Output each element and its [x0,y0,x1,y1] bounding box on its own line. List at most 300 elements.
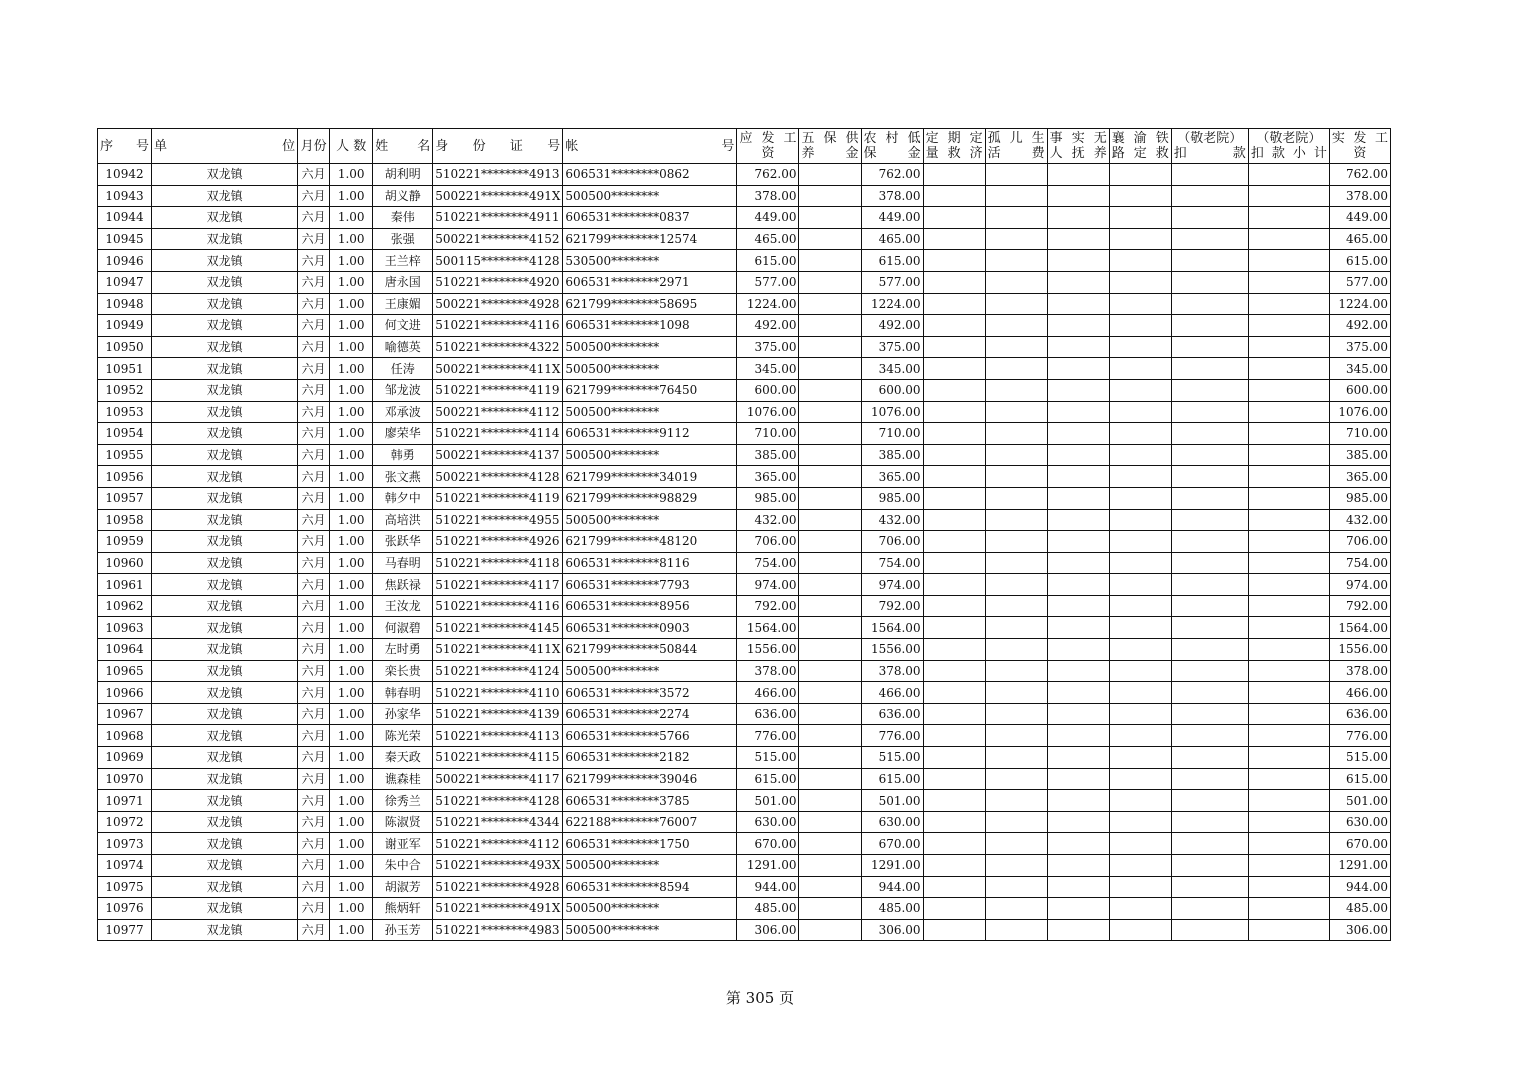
cell-unit: 双龙镇 [152,271,298,293]
cell-seq: 10966 [98,682,152,704]
cell-name: 何文进 [373,315,433,337]
cell-account: 621799********76450 [563,379,737,401]
cell-seq: 10969 [98,747,152,769]
cell-dingliang [923,228,985,250]
cell-dingliang [923,250,985,272]
cell-gross: 365.00 [737,466,799,488]
cell-gross: 754.00 [737,552,799,574]
cell-name: 焦跃禄 [373,574,433,596]
cell-account: 606531********9112 [563,423,737,445]
cell-net: 762.00 [1329,164,1390,186]
cell-dibao: 465.00 [861,228,923,250]
cell-gross: 492.00 [737,315,799,337]
cell-month: 六月 [298,552,330,574]
cell-unit: 双龙镇 [152,293,298,315]
cell-jlyk [1171,660,1248,682]
cell-jlyx [1248,552,1329,574]
cell-net: 615.00 [1329,768,1390,790]
cell-id: 500221********4928 [433,293,563,315]
cell-count: 1.00 [330,595,373,617]
cell-shishi [1047,703,1109,725]
cell-gross: 432.00 [737,509,799,531]
cell-count: 1.00 [330,250,373,272]
cell-dingliang [923,682,985,704]
cell-account: 606531********0837 [563,207,737,229]
cell-jlyx [1248,531,1329,553]
cell-jlyk [1171,401,1248,423]
cell-shishi [1047,747,1109,769]
cell-unit: 双龙镇 [152,531,298,553]
table-row [98,207,1391,229]
cell-wubao [799,703,861,725]
cell-dingliang [923,207,985,229]
cell-id: 500221********4128 [433,466,563,488]
cell-guer [985,552,1047,574]
cell-shishi [1047,185,1109,207]
cell-unit: 双龙镇 [152,336,298,358]
cell-name: 徐秀兰 [373,790,433,812]
cell-wubao [799,833,861,855]
cell-shishi [1047,444,1109,466]
table-row [98,747,1391,769]
cell-xiangyu [1109,401,1171,423]
cell-dingliang [923,725,985,747]
cell-name: 孙家华 [373,703,433,725]
cell-xiangyu [1109,811,1171,833]
cell-gross: 600.00 [737,379,799,401]
cell-name: 任涛 [373,358,433,380]
cell-account: 606531********0903 [563,617,737,639]
cell-xiangyu [1109,876,1171,898]
cell-guer [985,487,1047,509]
cell-gross: 615.00 [737,768,799,790]
cell-name: 熊炳轩 [373,898,433,920]
cell-dingliang [923,703,985,725]
cell-account: 500500******** [563,855,737,877]
cell-guer [985,595,1047,617]
cell-jlyk [1171,617,1248,639]
cell-month: 六月 [298,574,330,596]
cell-wubao [799,617,861,639]
cell-seq: 10948 [98,293,152,315]
cell-month: 六月 [298,487,330,509]
cell-gross: 485.00 [737,898,799,920]
cell-account: 500500******** [563,509,737,531]
cell-net: 600.00 [1329,379,1390,401]
cell-seq: 10951 [98,358,152,380]
table-row [98,703,1391,725]
cell-unit: 双龙镇 [152,790,298,812]
cell-unit: 双龙镇 [152,660,298,682]
cell-wubao [799,768,861,790]
cell-gross: 306.00 [737,919,799,941]
cell-count: 1.00 [330,358,373,380]
table-row [98,790,1391,812]
cell-guer [985,358,1047,380]
cell-month: 六月 [298,768,330,790]
cell-month: 六月 [298,271,330,293]
cell-wubao [799,444,861,466]
cell-gross: 670.00 [737,833,799,855]
cell-count: 1.00 [330,509,373,531]
cell-net: 670.00 [1329,833,1390,855]
cell-count: 1.00 [330,466,373,488]
cell-id: 510221********4145 [433,617,563,639]
cell-net: 345.00 [1329,358,1390,380]
cell-jlyk [1171,336,1248,358]
cell-jlyx [1248,466,1329,488]
cell-jlyk [1171,250,1248,272]
cell-shishi [1047,919,1109,941]
cell-shishi [1047,228,1109,250]
cell-gross: 706.00 [737,531,799,553]
cell-jlyx [1248,876,1329,898]
cell-count: 1.00 [330,660,373,682]
cell-gross: 449.00 [737,207,799,229]
cell-gross: 762.00 [737,164,799,186]
cell-jlyk [1171,185,1248,207]
cell-gross: 515.00 [737,747,799,769]
cell-shishi [1047,790,1109,812]
cell-wubao [799,747,861,769]
cell-dingliang [923,379,985,401]
cell-dibao: 615.00 [861,250,923,272]
cell-dibao: 776.00 [861,725,923,747]
cell-jlyx [1248,509,1329,531]
cell-wubao [799,790,861,812]
cell-wubao [799,228,861,250]
cell-jlyx [1248,682,1329,704]
cell-name: 胡义静 [373,185,433,207]
cell-seq: 10944 [98,207,152,229]
col-dibao: 农 村 低 保 金 [861,129,923,164]
cell-net: 375.00 [1329,336,1390,358]
cell-month: 六月 [298,595,330,617]
cell-count: 1.00 [330,401,373,423]
cell-account: 606531********1750 [563,833,737,855]
cell-wubao [799,552,861,574]
cell-dibao: 492.00 [861,315,923,337]
col-jlyx: （敬老院） 扣 款 小 计 [1248,129,1329,164]
cell-shishi [1047,617,1109,639]
cell-guer [985,228,1047,250]
cell-shishi [1047,250,1109,272]
cell-gross: 501.00 [737,790,799,812]
cell-name: 王兰梓 [373,250,433,272]
table-row [98,185,1391,207]
cell-dingliang [923,919,985,941]
cell-wubao [799,185,861,207]
cell-unit: 双龙镇 [152,358,298,380]
cell-month: 六月 [298,444,330,466]
cell-id: 510221********4344 [433,811,563,833]
cell-id: 510221********4119 [433,379,563,401]
cell-xiangyu [1109,552,1171,574]
cell-gross: 985.00 [737,487,799,509]
cell-jlyk [1171,207,1248,229]
table-row [98,293,1391,315]
cell-gross: 1291.00 [737,855,799,877]
cell-guer [985,811,1047,833]
cell-dibao: 600.00 [861,379,923,401]
table-row [98,833,1391,855]
cell-guer [985,876,1047,898]
table-row [98,811,1391,833]
table-row [98,358,1391,380]
cell-id: 510221********4113 [433,725,563,747]
cell-name: 左时勇 [373,639,433,661]
cell-wubao [799,466,861,488]
cell-wubao [799,271,861,293]
cell-account: 621799********39046 [563,768,737,790]
cell-name: 喻德英 [373,336,433,358]
cell-xiangyu [1109,768,1171,790]
cell-dingliang [923,876,985,898]
table-row [98,271,1391,293]
cell-xiangyu [1109,487,1171,509]
cell-name: 韩勇 [373,444,433,466]
cell-id: 510221********4128 [433,790,563,812]
cell-dibao: 1224.00 [861,293,923,315]
cell-id: 510221********491X [433,898,563,920]
cell-name: 孙玉芳 [373,919,433,941]
col-id: 身 份 证 号 [433,129,563,164]
cell-seq: 10943 [98,185,152,207]
cell-seq: 10975 [98,876,152,898]
cell-shishi [1047,336,1109,358]
cell-unit: 双龙镇 [152,509,298,531]
cell-jlyk [1171,768,1248,790]
col-count: 人 数 [330,129,373,164]
cell-dibao: 1564.00 [861,617,923,639]
cell-seq: 10977 [98,919,152,941]
cell-xiangyu [1109,444,1171,466]
cell-jlyx [1248,660,1329,682]
cell-id: 500221********4112 [433,401,563,423]
col-wubao: 五 保 供 养 金 [799,129,861,164]
cell-jlyk [1171,682,1248,704]
cell-unit: 双龙镇 [152,164,298,186]
cell-wubao [799,358,861,380]
cell-jlyk [1171,790,1248,812]
table-row [98,768,1391,790]
cell-guer [985,855,1047,877]
cell-xiangyu [1109,639,1171,661]
cell-xiangyu [1109,250,1171,272]
cell-name: 唐永国 [373,271,433,293]
cell-jlyx [1248,855,1329,877]
cell-shishi [1047,833,1109,855]
cell-dibao: 385.00 [861,444,923,466]
cell-unit: 双龙镇 [152,466,298,488]
cell-shishi [1047,509,1109,531]
cell-month: 六月 [298,811,330,833]
cell-seq: 10973 [98,833,152,855]
cell-dibao: 378.00 [861,660,923,682]
table-row [98,725,1391,747]
cell-dibao: 636.00 [861,703,923,725]
cell-seq: 10955 [98,444,152,466]
cell-net: 501.00 [1329,790,1390,812]
cell-name: 王康媚 [373,293,433,315]
table-row [98,919,1391,941]
cell-dibao: 706.00 [861,531,923,553]
cell-count: 1.00 [330,898,373,920]
cell-id: 500221********4152 [433,228,563,250]
cell-month: 六月 [298,660,330,682]
cell-dibao: 306.00 [861,919,923,941]
cell-name: 秦伟 [373,207,433,229]
cell-guer [985,531,1047,553]
cell-id: 510221********4116 [433,315,563,337]
cell-jlyk [1171,833,1248,855]
cell-count: 1.00 [330,855,373,877]
cell-id: 510221********4115 [433,747,563,769]
cell-shishi [1047,207,1109,229]
cell-guer [985,271,1047,293]
cell-dingliang [923,336,985,358]
cell-count: 1.00 [330,768,373,790]
cell-seq: 10952 [98,379,152,401]
cell-shishi [1047,898,1109,920]
cell-dibao: 630.00 [861,811,923,833]
cell-count: 1.00 [330,617,373,639]
table-row [98,552,1391,574]
cell-count: 1.00 [330,552,373,574]
cell-net: 365.00 [1329,466,1390,488]
cell-wubao [799,250,861,272]
cell-seq: 10974 [98,855,152,877]
cell-account: 606531********1098 [563,315,737,337]
header-row [98,129,1391,164]
cell-unit: 双龙镇 [152,250,298,272]
table-row [98,660,1391,682]
cell-dingliang [923,639,985,661]
cell-id: 510221********4955 [433,509,563,531]
cell-jlyx [1248,250,1329,272]
cell-account: 621799********98829 [563,487,737,509]
cell-account: 606531********8594 [563,876,737,898]
cell-account: 530500******** [563,250,737,272]
cell-unit: 双龙镇 [152,444,298,466]
cell-net: 706.00 [1329,531,1390,553]
cell-wubao [799,855,861,877]
cell-unit: 双龙镇 [152,919,298,941]
cell-seq: 10971 [98,790,152,812]
cell-xiangyu [1109,164,1171,186]
cell-account: 500500******** [563,185,737,207]
cell-id: 510221********4920 [433,271,563,293]
cell-unit: 双龙镇 [152,833,298,855]
cell-account: 500500******** [563,336,737,358]
cell-id: 510221********4119 [433,487,563,509]
cell-jlyx [1248,725,1329,747]
cell-seq: 10954 [98,423,152,445]
cell-xiangyu [1109,531,1171,553]
cell-jlyx [1248,164,1329,186]
table-row [98,315,1391,337]
cell-dibao: 1076.00 [861,401,923,423]
cell-account: 606531********2274 [563,703,737,725]
cell-month: 六月 [298,315,330,337]
cell-seq: 10958 [98,509,152,531]
col-net: 实 发 工 资 [1329,129,1390,164]
cell-id: 510221********4322 [433,336,563,358]
cell-guer [985,444,1047,466]
cell-net: 465.00 [1329,228,1390,250]
cell-jlyk [1171,466,1248,488]
cell-wubao [799,379,861,401]
cell-guer [985,185,1047,207]
cell-month: 六月 [298,919,330,941]
cell-wubao [799,898,861,920]
cell-net: 636.00 [1329,703,1390,725]
cell-count: 1.00 [330,423,373,445]
cell-xiangyu [1109,185,1171,207]
cell-count: 1.00 [330,487,373,509]
cell-name: 胡利明 [373,164,433,186]
cell-dibao: 485.00 [861,898,923,920]
cell-month: 六月 [298,855,330,877]
table-row [98,487,1391,509]
cell-id: 500221********4117 [433,768,563,790]
cell-seq: 10957 [98,487,152,509]
cell-shishi [1047,811,1109,833]
table-row [98,855,1391,877]
cell-count: 1.00 [330,228,373,250]
cell-id: 510221********4117 [433,574,563,596]
cell-dingliang [923,401,985,423]
cell-unit: 双龙镇 [152,574,298,596]
cell-month: 六月 [298,336,330,358]
cell-id: 510221********493X [433,855,563,877]
table-row [98,574,1391,596]
cell-jlyk [1171,228,1248,250]
cell-net: 630.00 [1329,811,1390,833]
cell-name: 廖荣华 [373,423,433,445]
cell-dingliang [923,768,985,790]
cell-wubao [799,919,861,941]
cell-count: 1.00 [330,574,373,596]
cell-net: 615.00 [1329,250,1390,272]
cell-guer [985,423,1047,445]
cell-shishi [1047,164,1109,186]
cell-seq: 10965 [98,660,152,682]
cell-dingliang [923,790,985,812]
cell-month: 六月 [298,379,330,401]
cell-wubao [799,660,861,682]
table-row [98,595,1391,617]
table-row [98,401,1391,423]
table-body [98,164,1391,941]
cell-shishi [1047,574,1109,596]
cell-unit: 双龙镇 [152,703,298,725]
cell-net: 466.00 [1329,682,1390,704]
cell-jlyx [1248,639,1329,661]
col-seq: 序 号 [98,129,152,164]
cell-gross: 577.00 [737,271,799,293]
cell-net: 1076.00 [1329,401,1390,423]
cell-jlyk [1171,358,1248,380]
cell-wubao [799,164,861,186]
cell-id: 510221********4926 [433,531,563,553]
cell-shishi [1047,487,1109,509]
cell-month: 六月 [298,833,330,855]
cell-wubao [799,336,861,358]
cell-account: 621799********50844 [563,639,737,661]
cell-jlyx [1248,315,1329,337]
cell-unit: 双龙镇 [152,855,298,877]
